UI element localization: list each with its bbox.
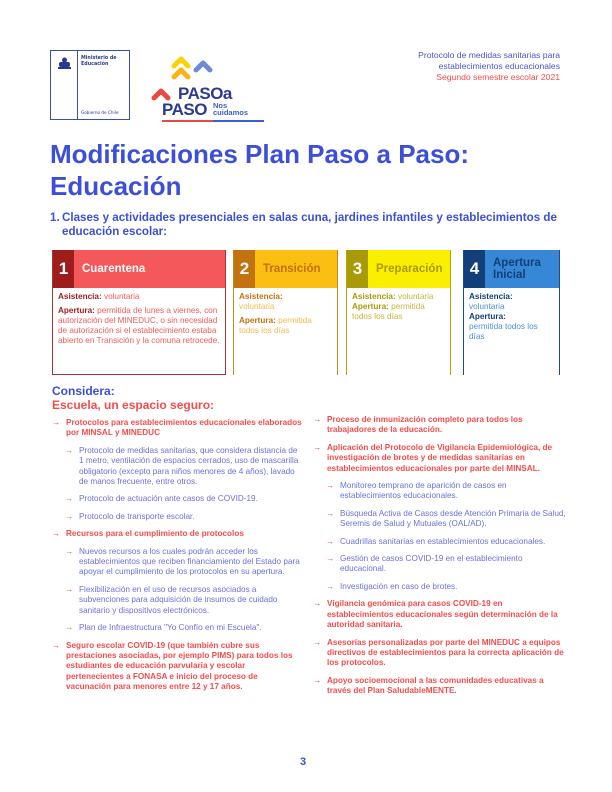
- list-item-text: Aplicación del Protocolo de Vigilancia Epidemiológica, de investigación de brotes y de medidas sanitarias en establecimientos educacionales por parte del MINSAL.: [327, 442, 553, 473]
- list-item-text: Seguro escolar COVID-19 (que también cubre sus prestaciones asociadas, por ejemplo PIMS) para todos los estudiantes de educación parvularia y escolar pertenecientes a FONASA e inicio del proceso de vacunación para menores entre 12 y 17 años.: [66, 640, 293, 692]
- arrow-right-icon: →: [326, 554, 335, 564]
- list-item: [313, 638, 567, 669]
- left-column-list: [52, 418, 304, 700]
- arrow-right-icon: →: [65, 494, 74, 504]
- list-item: [52, 529, 304, 539]
- tagline-line2: cuidamos: [213, 108, 249, 117]
- apertura-label: Apertura:: [469, 312, 506, 321]
- asistencia-value: voluntaria: [469, 302, 505, 311]
- list-subitem: [65, 623, 304, 633]
- phase-name: Preparación: [376, 263, 443, 275]
- arrow-right-icon: →: [52, 418, 61, 427]
- phase-header: [53, 250, 225, 288]
- list-item-text: Investigación en caso de brotes.: [340, 581, 458, 591]
- list-subitem: [326, 554, 567, 575]
- phase-card-apertura-inicial: [463, 250, 560, 375]
- list-subitem: [65, 585, 304, 616]
- arrow-right-icon: →: [313, 637, 322, 647]
- paso-a-paso-logo: [150, 52, 270, 124]
- list-item-text: Asesorías personalizadas por parte del MINEDUC a equipos directivos de establecimientos para la correcta aplicación de los protocolos.: [327, 637, 564, 668]
- arrow-right-icon: →: [313, 599, 322, 609]
- list-item-text: Gestión de casos COVID-19 en el establecimiento educacional.: [340, 554, 523, 574]
- apertura-label: Apertura:: [239, 316, 276, 325]
- list-item-text: Apoyo socioemocional a las comunidades educativas a través del Plan SaludableMENTE.: [327, 675, 544, 696]
- list-item: [313, 676, 567, 697]
- phase-number: 2: [234, 250, 255, 288]
- arrow-right-icon: →: [65, 584, 74, 594]
- page-number: 3: [300, 756, 307, 768]
- asistencia-label: Asistencia:: [239, 292, 283, 301]
- document-info: [418, 50, 560, 83]
- phase-card-preparacion: [346, 250, 451, 375]
- list-item-text: Recursos para el cumplimiento de protocolos: [66, 529, 244, 539]
- section-text: Clases y actividades presenciales en salas cuna, jardines infantiles y establecimientos de educación escolar:: [62, 211, 557, 238]
- phase-name: Transición: [263, 263, 321, 275]
- asistencia-value: voluntaria: [397, 292, 434, 301]
- phase-number: 1: [53, 250, 74, 288]
- government-label: Gobierno de Chile: [81, 110, 119, 115]
- ministry-name-line2: Educación: [81, 61, 109, 67]
- list-item: [313, 443, 567, 474]
- list-subitem: [326, 481, 567, 502]
- list-item-text: Protocolo de medidas sanitarias, que considera distancia de 1 metro, ventilación de espacios cerrados, uso de mascarilla obligatorio (excepto para niños menores de 4 años), lavado de manos frecuente, entre otros.: [79, 445, 299, 487]
- asistencia-label: Asistencia:: [352, 292, 396, 301]
- page-title: [50, 138, 469, 202]
- ministry-name: [81, 56, 117, 67]
- list-item-text: Protocolo de actuación ante casos de COVID-19.: [79, 494, 258, 504]
- phase-body: [347, 288, 450, 326]
- arrow-right-icon: →: [313, 415, 322, 424]
- list-item-text: Búsqueda Activa de Casos desde Atención Primaria de Salud, Seremis de Salud y Mutuales (OAL/AD).: [340, 508, 566, 529]
- list-item-text: Monitoreo temprano de aparición de casos en establecimientos educacionales.: [340, 481, 507, 501]
- tagline-line1: Nos: [213, 101, 228, 110]
- list-item-text: Nuevos recursos a los cuales podrán acceder los establecimientos que reciben financiamiento del Estado para apoyar el cumplimiento de los protocolos en su apertura.: [79, 546, 300, 577]
- arrow-right-icon: →: [326, 481, 335, 491]
- list-item: [313, 415, 567, 436]
- doc-info-line1: Protocolo de medidas sanitarias para: [418, 50, 560, 60]
- list-subitem: [326, 509, 567, 530]
- phase-body: [234, 288, 337, 344]
- ministry-logo: [50, 50, 130, 120]
- apertura-value: permitida todos los días: [352, 302, 425, 321]
- page-title-line1: Modificaciones Plan Paso a Paso:: [50, 139, 470, 169]
- list-item-text: Cuadrillas sanitarias en establecimientos educacionales.: [340, 536, 546, 546]
- section-number: 1.: [50, 211, 60, 224]
- considera-heading: [52, 384, 214, 412]
- asistencia-label: Asistencia:: [58, 292, 102, 301]
- chile-crest-icon: [56, 56, 73, 70]
- phase-header: [347, 250, 450, 288]
- list-item-text: Protocolo de transporte escolar.: [79, 511, 195, 521]
- logo-underline: [162, 120, 264, 122]
- logo-divider: [77, 51, 78, 119]
- list-subitem: [65, 547, 304, 578]
- considera-title: Considera:: [52, 384, 115, 398]
- logo-word-paso: PASO: [162, 100, 207, 119]
- asistencia-value: voluntaria: [239, 302, 275, 311]
- arrow-right-icon: →: [313, 442, 322, 452]
- arrow-right-icon: →: [326, 508, 335, 518]
- arrow-right-icon: →: [65, 445, 74, 455]
- list-item: [52, 418, 304, 439]
- phase-number: 3: [347, 250, 368, 288]
- phase-body: [53, 288, 225, 354]
- arrow-right-icon: →: [313, 675, 322, 685]
- doc-info-line3: Segundo semestre escolar 2021: [436, 72, 560, 82]
- phase-number: 4: [464, 250, 485, 288]
- apertura-value: permitida de lunes a viernes, con autorización del MINEDUC, o sin necesidad de autorización si el establecimiento estaba abierto en Transición y la comuna retrocede.: [58, 306, 220, 345]
- apertura-value: permitida todos los días: [469, 322, 538, 341]
- ministry-name-line1: Ministerio de: [81, 56, 117, 61]
- arrow-right-icon: →: [65, 546, 74, 556]
- list-subitem: [65, 494, 304, 504]
- phase-card-transicion: [233, 250, 338, 375]
- list-item-text: Plan de Infraestructura "Yo Confío en mi Escuela".: [79, 623, 262, 633]
- phase-name: Apertura Inicial: [493, 257, 541, 281]
- list-item-text: Protocolos para establecimientos educacionales elaborados por MINSAL y MINEDUC: [66, 418, 302, 438]
- list-item-text: Flexibilización en el uso de recursos asociados a subvenciones para adquisición de insumos de cuidado sanitario y dispositivos electrónicos.: [79, 584, 278, 615]
- phase-body: [464, 288, 559, 346]
- page-title-line2: Educación: [50, 171, 182, 201]
- list-subitem: [65, 512, 304, 522]
- list-subitem: [326, 537, 567, 547]
- list-item: [313, 599, 567, 630]
- list-subitem: [65, 446, 304, 488]
- apertura-label: Apertura:: [352, 302, 389, 311]
- phase-card-cuarentena: [52, 250, 226, 375]
- arrow-right-icon: →: [52, 529, 61, 539]
- considera-subtitle: Escuela, un espacio seguro:: [52, 398, 215, 412]
- right-column-list: [313, 415, 567, 704]
- list-item-text: Vigilancia genómica para casos COVID-19 en establecimientos educacionales según determinación de la autoridad sanitaria.: [327, 599, 558, 630]
- phase-header: [464, 250, 559, 288]
- arrow-right-icon: →: [326, 581, 335, 591]
- arrow-right-icon: →: [52, 640, 61, 650]
- doc-info-line2: establecimientos educacionales: [438, 61, 560, 71]
- arrow-right-icon: →: [65, 511, 74, 521]
- asistencia-value: voluntaria: [103, 292, 140, 301]
- arrow-right-icon: →: [326, 536, 335, 546]
- asistencia-label: Asistencia:: [469, 292, 513, 301]
- list-item: [52, 641, 304, 693]
- logo-word-paso-a: PASOa: [178, 84, 232, 103]
- logo-tagline: [213, 102, 248, 116]
- list-subitem: [326, 582, 567, 592]
- section-heading: [50, 211, 570, 239]
- apertura-label: Apertura:: [58, 306, 95, 315]
- arrow-right-icon: →: [65, 623, 74, 633]
- apertura-value: permitida todos los días: [239, 316, 312, 335]
- phase-header: [234, 250, 337, 288]
- phase-name: Cuarentena: [82, 263, 146, 275]
- list-item-text: Proceso de inmunización completo para todos los trabajadores de la educación.: [327, 415, 523, 435]
